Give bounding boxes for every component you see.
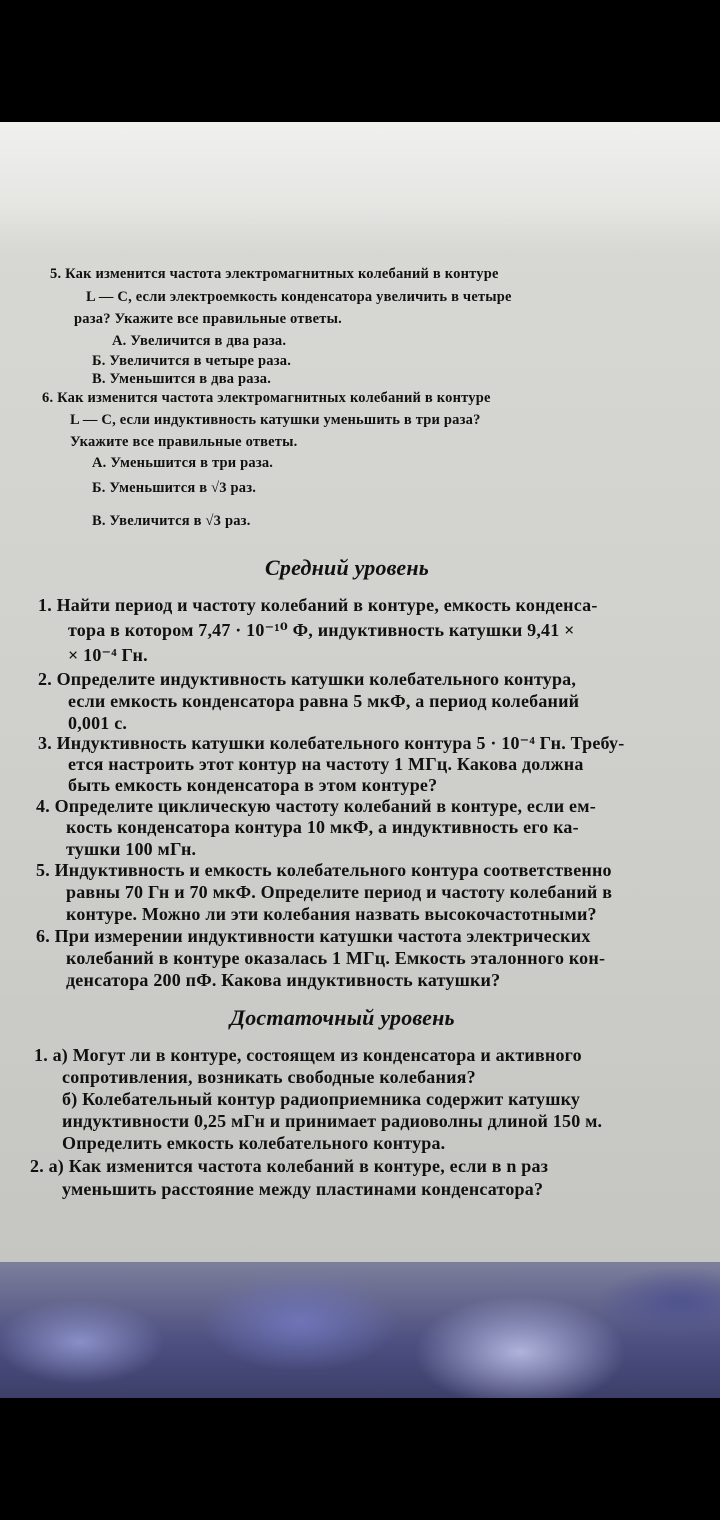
page-top-margin xyxy=(0,122,720,252)
medium-q3-line-2: ется настроить этот контур на частоту 1 МГц. Какова должна xyxy=(68,754,584,774)
sufficient-q1b-line-3: Определить емкость колебательного контура. xyxy=(62,1133,446,1153)
medium-q5-line-1: 5. Индуктивность и емкость колебательного контура соответственно xyxy=(36,860,612,880)
section-heading-medium: Средний уровень xyxy=(265,555,430,580)
medium-q2-line-1: 2. Определите индуктивность катушки колебательного контура, xyxy=(38,669,577,689)
medium-q5-line-2: равны 70 Гн и 70 мкФ. Определите период и частоту колебаний в xyxy=(66,882,613,902)
sufficient-q1a-line-2: сопротивления, возникать свободные колебания? xyxy=(62,1067,476,1087)
q6-option-a: А. Уменьшится в три раза. xyxy=(92,455,274,471)
medium-q3-line-3: быть емкость конденсатора в этом контуре? xyxy=(68,775,438,795)
q5-option-b: Б. Увеличится в четыре раза. xyxy=(92,353,292,369)
medium-q6-line-1: 6. При измерении индуктивности катушки частота электрических xyxy=(36,926,591,946)
q6-line-2: L — C, если индуктивность катушки уменьшить в три раза? xyxy=(70,412,481,428)
textbook-page xyxy=(0,122,720,1262)
medium-q1-line-3: × 10⁻⁴ Гн. xyxy=(68,645,148,665)
medium-q4-line-1: 4. Определите циклическую частоту колебаний в контуре, если ем- xyxy=(36,796,596,816)
q5-line-2: L — C, если электроемкость конденсатора увеличить в четыре xyxy=(86,289,512,305)
q6-option-c: В. Увеличится в √3 раз. xyxy=(92,513,251,529)
q6-line-3: Укажите все правильные ответы. xyxy=(70,434,298,450)
q6-line-1: 6. Как изменится частота электромагнитных колебаний в контуре xyxy=(42,390,491,406)
medium-q3-line-1: 3. Индуктивность катушки колебательного контура 5 · 10⁻⁴ Гн. Требу- xyxy=(38,733,625,753)
q5-line-1: 5. Как изменится частота электромагнитных колебаний в контуре xyxy=(50,266,499,282)
q6-option-b: Б. Уменьшится в √3 раз. xyxy=(92,480,257,496)
sufficient-q1a-line-1: 1. а) Могут ли в контуре, состоящем из конденсатора и активного xyxy=(34,1045,582,1065)
lavender-cloth-background xyxy=(0,1262,720,1398)
section-heading-sufficient: Достаточный уровень xyxy=(230,1005,455,1030)
medium-q4-line-3: тушки 100 мГн. xyxy=(66,839,197,859)
medium-q6-line-3: денсатора 200 пФ. Какова индуктивность катушки? xyxy=(66,970,501,990)
sufficient-q1b-line-2: индуктивности 0,25 мГн и принимает радиоволны длиной 150 м. xyxy=(62,1111,603,1131)
q5-option-c: В. Уменьшится в два раза. xyxy=(92,371,272,387)
medium-q2-line-2: если емкость конденсатора равна 5 мкФ, а период колебаний xyxy=(68,691,580,711)
medium-q5-line-3: контуре. Можно ли эти колебания назвать высокочастотными? xyxy=(66,904,597,924)
q5-option-a: А. Увеличится в два раза. xyxy=(112,333,287,349)
medium-q2-line-3: 0,001 с. xyxy=(68,713,128,733)
medium-q1-line-2: тора в котором 7,47 · 10⁻¹⁰ Ф, индуктивность катушки 9,41 × xyxy=(68,620,575,640)
medium-q6-line-2: колебаний в контуре оказалась 1 МГц. Емкость эталонного кон- xyxy=(66,948,606,968)
document-photo xyxy=(0,122,720,1398)
q5-line-3: раза? Укажите все правильные ответы. xyxy=(74,311,342,327)
medium-q4-line-2: кость конденсатора контура 10 мкФ, а индуктивность его ка- xyxy=(66,817,579,837)
sufficient-q2a-line-1: 2. а) Как изменится частота колебаний в контуре, если в n раз xyxy=(30,1156,549,1176)
sufficient-q2a-line-2: уменьшить расстояние между пластинами конденсатора? xyxy=(62,1179,544,1199)
sufficient-q1b-line-1: б) Колебательный контур радиоприемника содержит катушку xyxy=(62,1089,581,1109)
medium-q1-line-1: 1. Найти период и частоту колебаний в контуре, емкость конденса- xyxy=(38,595,598,615)
